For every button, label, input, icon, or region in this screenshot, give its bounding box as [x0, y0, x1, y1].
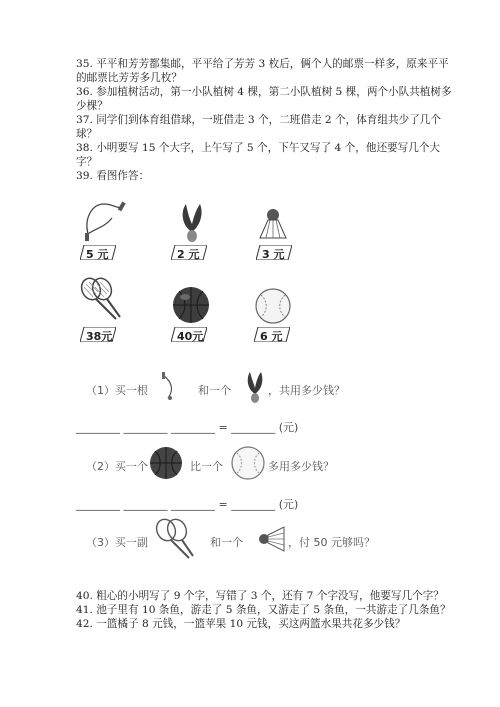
- question-38-line2: 字？: [76, 156, 98, 168]
- feather-small-icon: [244, 370, 266, 404]
- price-label: 38元: [86, 330, 113, 343]
- sub-question-3-part-a: （3）买一副: [86, 536, 148, 549]
- price-label: 40元: [177, 330, 204, 343]
- question-36-line1: 36. 参加植树活动，第一小队植树 4 棵，第二小队植树 5 棵，两个小队共植树多: [76, 86, 452, 98]
- rackets-small-icon: [153, 518, 199, 562]
- basketball-icon: [171, 285, 211, 325]
- price-label: 2 元: [177, 248, 200, 261]
- sub-question-3-part-b: 和一个: [210, 536, 243, 549]
- price-tag-feather: [171, 245, 207, 260]
- shuttlecock-icon: [258, 208, 288, 240]
- shuttlecock-small-icon: [256, 524, 286, 554]
- question-38-line1: 38. 小明要写 15 个大字，上午写了 5 个，下午又写了 4 个，他还要写几个大: [76, 142, 441, 154]
- sub-question-3-end: [288, 534, 375, 550]
- sub-question-2-part-b: 比一个: [190, 460, 223, 473]
- sub-question-3-part-c: ，付 50 元够吗？: [288, 536, 375, 549]
- sub-question-1: [86, 382, 148, 398]
- equation-line-2[interactable]: ________ ________ ________ = ________ (元): [76, 498, 299, 511]
- question-37-line2: 球？: [76, 128, 98, 140]
- question-35-line1: 35. 平平和芳芳都集邮，平平给了芳芳 3 枚后，俩个人的邮票一样多，原来平平: [76, 58, 449, 70]
- sub-question-3: [86, 534, 148, 550]
- equation-line-1[interactable]: ________ ________ ________ = ________ (元): [76, 421, 299, 434]
- sub-question-1-mid: [198, 382, 231, 398]
- sub-question-1-part-a: （1）买一根: [86, 384, 148, 397]
- question-37-line1: 37. 同学们到体育组借球，一班借走 3 个，二班借走 2 个，体育组共少了几个: [76, 114, 441, 126]
- price-tag-baseball: [254, 327, 290, 342]
- question-35-line2: 的邮票比芳芳多几枚？: [76, 72, 182, 84]
- price-tag-basketball: [171, 327, 207, 342]
- sub-question-1-part-b: 和一个: [198, 384, 231, 397]
- jump-rope-small-icon: [158, 372, 190, 402]
- badminton-rackets-icon: [78, 277, 124, 323]
- question-36-line2: 少棵？: [76, 100, 108, 112]
- baseball-icon: [254, 287, 292, 325]
- question-39-title: 39. 看图作答：: [76, 170, 150, 182]
- shuttlecock-feather-icon: [178, 202, 206, 244]
- price-tag-rackets: [80, 327, 116, 342]
- sub-question-2-mid: [190, 458, 223, 474]
- baseball-small-icon: [230, 445, 266, 481]
- price-tag-shuttlecock: [256, 245, 292, 260]
- price-label: 5 元: [86, 248, 109, 261]
- question-40: 40. 粗心的小明写了 9 个字，写错了 3 个，还有 7 个字没写，他要写几个字？: [76, 590, 444, 602]
- price-tag-jump-rope: [80, 245, 116, 260]
- jump-rope-icon: [82, 198, 128, 242]
- question-41: 41. 池子里有 10 条鱼，游走了 5 条鱼，又游走了 5 条鱼，一共游走了几条鱼？: [76, 604, 451, 616]
- sub-question-2-part-c: 多用多少钱？: [268, 460, 334, 473]
- sub-question-1-end: [268, 382, 345, 398]
- price-label: 6 元: [260, 330, 283, 343]
- basketball-small-icon: [148, 445, 184, 481]
- sub-question-2-part-a: （2）买一个: [86, 460, 148, 473]
- sub-question-1-part-c: ，共用多少钱？: [268, 384, 345, 397]
- sub-question-3-mid: [210, 534, 243, 550]
- price-label: 3 元: [262, 248, 285, 261]
- sub-question-2: [86, 458, 148, 474]
- question-42: 42. 一篮橘子 8 元钱，一篮苹果 10 元钱，买这两篮水果共花多少钱？: [76, 618, 406, 630]
- sub-question-2-end: [268, 458, 334, 474]
